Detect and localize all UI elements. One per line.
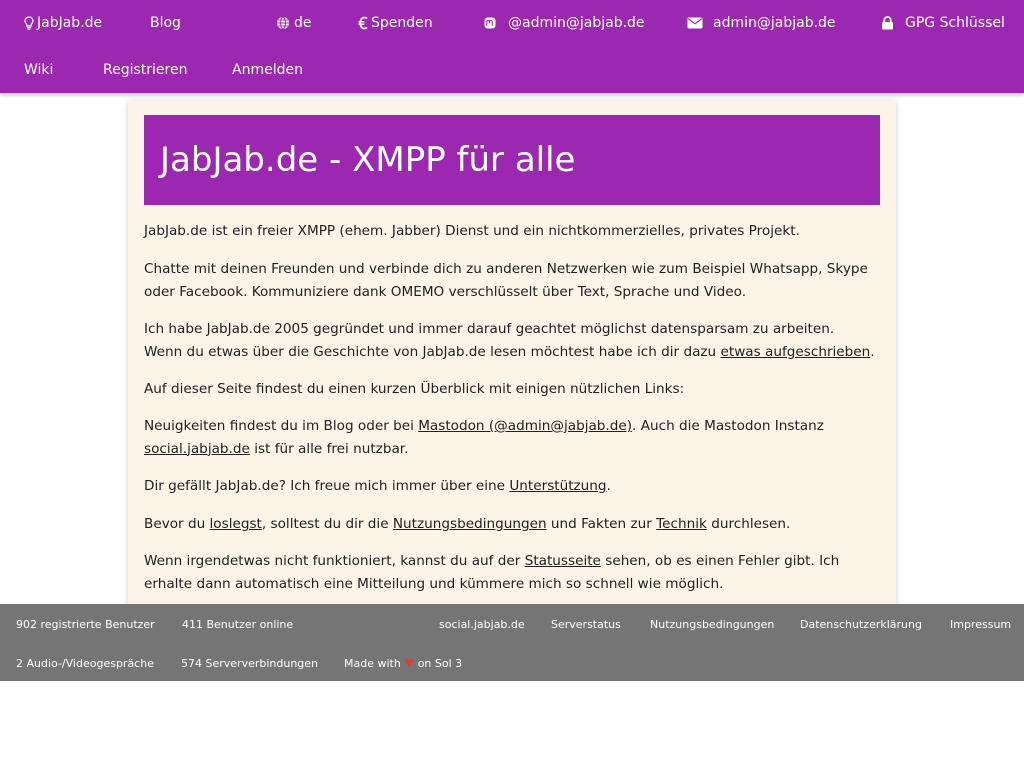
before-text-2: , solltest du dir die bbox=[261, 516, 393, 532]
before-text-4: durchlesen. bbox=[706, 516, 791, 532]
calls-stat: 2 Audio-/Videogespräche bbox=[16, 657, 154, 670]
footer-privacy-link[interactable]: Datenschutzerklärung bbox=[800, 618, 922, 631]
news-text-3: ist für alle frei nutzbar. bbox=[249, 440, 409, 457]
history-text: Ich habe JabJab.de 2005 gegründet und immer darauf geachtet möglichst datensparsam zu arbeiten. Wenn du etwas über die Geschichte von JabJab.de lesen möchtest habe ich dir dazu bbox=[144, 321, 835, 360]
status-text-2: sehen, ob es einen Fehler gibt. Ich erhalte dann automatisch eine Mitteilung und kümmere mich so schnell wie möglich. bbox=[144, 553, 840, 592]
nav-email-link[interactable] bbox=[687, 13, 836, 33]
nav-language-link[interactable] bbox=[276, 13, 312, 33]
footer-imprint-link[interactable]: Impressum bbox=[950, 618, 1012, 631]
top-navigation bbox=[0, 0, 1024, 93]
footer-social-link[interactable]: social.jabjab.de bbox=[439, 618, 525, 631]
made-with-label: Made with bbox=[344, 657, 401, 670]
social-instance-link[interactable]: social.jabjab.de bbox=[144, 440, 250, 457]
nav-email-label: admin@jabjab.de bbox=[713, 15, 836, 31]
history-paragraph bbox=[144, 318, 876, 363]
mastodon-link[interactable]: Mastodon (@admin@jabjab.de) bbox=[418, 418, 633, 434]
server-connections-stat: 574 Serververbindungen bbox=[181, 657, 319, 670]
status-paragraph bbox=[144, 550, 876, 595]
nav-mastodon-label: @admin@jabjab.de bbox=[508, 15, 645, 31]
mastodon-icon bbox=[484, 17, 496, 30]
nav-wiki-link[interactable] bbox=[24, 60, 53, 80]
history-link[interactable]: etwas aufgeschrieben bbox=[720, 343, 871, 360]
features-paragraph: Chatte mit deinen Freunden und verbinde dich zu anderen Netzwerken wie zum Beispiel Whatsapp, Skype oder Facebook. Kommuniziere dank OMEMO verschlüsselt über Text, Sprache und Video. bbox=[144, 261, 868, 300]
support-end: . bbox=[606, 478, 611, 494]
nav-register-link[interactable] bbox=[103, 60, 187, 80]
nav-donate-link[interactable] bbox=[358, 13, 433, 33]
lock-icon bbox=[881, 16, 894, 30]
nav-register-label: Registrieren bbox=[103, 62, 188, 78]
news-paragraph bbox=[144, 415, 876, 460]
footer-terms-link[interactable]: Nutzungsbedingungen bbox=[650, 618, 775, 631]
on-sol-label: on Sol 3 bbox=[417, 657, 463, 670]
euro-icon bbox=[358, 16, 368, 30]
online-users-stat: 411 Benutzer online bbox=[182, 618, 294, 631]
nav-donate-label: Spenden bbox=[371, 15, 433, 31]
before-text-3: und Fakten zur bbox=[546, 516, 657, 532]
lightbulb-icon bbox=[24, 16, 34, 30]
status-text-1: Wenn irgendetwas nicht funktioniert, kannst du auf der bbox=[144, 553, 525, 569]
technology-link[interactable]: Technik bbox=[656, 516, 707, 532]
status-page-link[interactable]: Statusseite bbox=[524, 553, 601, 569]
support-paragraph bbox=[144, 475, 876, 498]
intro-paragraph: JabJab.de ist ein freier XMPP (ehem. Jabber) Dienst und ein nichtkommerzielles, privates Projekt. bbox=[144, 223, 800, 239]
nav-login-link[interactable] bbox=[232, 60, 303, 80]
footer bbox=[0, 604, 1024, 681]
nav-language-label: de bbox=[294, 15, 312, 31]
nav-gpg-link[interactable] bbox=[881, 13, 1005, 33]
before-text-1: Bevor du bbox=[144, 516, 210, 532]
terms-link[interactable]: Nutzungsbedingungen bbox=[392, 516, 547, 532]
nav-brand-link[interactable] bbox=[24, 13, 102, 33]
registered-users-stat: 902 registrierte Benutzer bbox=[16, 618, 155, 631]
news-text-1: Neuigkeiten findest du im Blog oder bei bbox=[144, 418, 419, 434]
heart-icon: ♥ bbox=[404, 657, 415, 670]
main-card bbox=[128, 101, 896, 621]
globe-icon bbox=[276, 16, 290, 30]
made-with-note bbox=[344, 657, 462, 671]
envelope-icon bbox=[687, 17, 703, 29]
page-title: JabJab.de - XMPP für alle bbox=[160, 140, 576, 180]
nav-brand-label: JabJab.de bbox=[37, 15, 103, 31]
history-end: . bbox=[870, 343, 875, 360]
get-started-link[interactable]: loslegst bbox=[209, 516, 262, 532]
news-text-2: . Auch die Mastodon Instanz bbox=[632, 418, 824, 434]
before-start-paragraph bbox=[144, 513, 876, 536]
card-header bbox=[144, 115, 880, 205]
nav-mastodon-link[interactable] bbox=[484, 13, 645, 33]
footer-status-link[interactable]: Serverstatus bbox=[551, 618, 621, 631]
nav-wiki-label: Wiki bbox=[24, 62, 54, 78]
nav-blog-link[interactable] bbox=[150, 13, 181, 33]
support-link[interactable]: Unterstützung bbox=[509, 478, 607, 494]
nav-gpg-label: GPG Schlüssel bbox=[905, 15, 1005, 31]
support-text: Dir gefällt JabJab.de? Ich freue mich immer über eine bbox=[144, 478, 510, 494]
nav-blog-label: Blog bbox=[150, 15, 181, 31]
nav-login-label: Anmelden bbox=[232, 62, 303, 78]
overview-paragraph: Auf dieser Seite findest du einen kurzen Überblick mit einigen nützlichen Links: bbox=[144, 381, 685, 397]
